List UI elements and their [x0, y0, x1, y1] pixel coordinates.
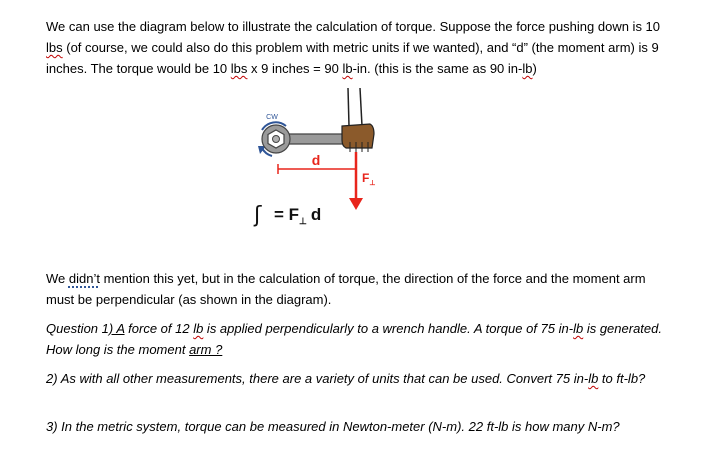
intro-text-1: We can use the diagram below to illustrate the calculation of torque. Suppose the force pushing down is 10 — [46, 19, 661, 34]
intro-lb: lb — [342, 61, 353, 76]
cw-label: CW — [266, 114, 278, 121]
formula: = $F_\perp$ d — [274, 205, 322, 226]
intro-text-5: ) — [532, 61, 537, 76]
note-text-2: mention this yet, but in the calculation of torque, the direction of the force and the moment arm must be perpendicular (as shown in the diagram). — [46, 271, 646, 307]
q2-text-1: 2) As with all other measurements, there are a variety of units that can be used. Convert 75 in- — [46, 371, 589, 386]
intro-paragraph — [46, 16, 674, 79]
question-2 — [46, 368, 674, 389]
torque-symbol: ʃ — [254, 203, 262, 228]
note-text-1: We — [46, 271, 69, 286]
q1-lb-2: lb — [573, 321, 584, 336]
question-1 — [46, 318, 674, 360]
arm-line-left — [348, 88, 349, 126]
intro-text-4: -in. (this is the same as 90 in- — [352, 61, 523, 76]
torque-diagram — [250, 86, 390, 236]
bolt-center — [273, 136, 280, 143]
q1-underlined: ) A — [108, 321, 125, 336]
intro-lbs-2: lbs — [230, 61, 248, 76]
note-paragraph — [46, 268, 674, 310]
q1-arm: arm ? — [189, 342, 223, 357]
q1-prefix: Question 1 — [46, 321, 109, 336]
intro-lbs-1: lbs — [46, 40, 63, 55]
intro-text-3: x 9 inches = 90 — [247, 61, 343, 76]
q1-text-3: is generated. How long is the moment — [46, 321, 662, 357]
intro-lb-end: lb — [522, 61, 533, 76]
d-label: d — [311, 152, 321, 168]
q1-lb: lb — [193, 321, 204, 336]
arm-line-right — [360, 88, 362, 126]
question-3: 3) In the metric system, torque can be measured in Newton-meter (N-m). 22 ft-lb is how many N-m? — [46, 419, 620, 434]
force-arrowhead — [349, 198, 363, 210]
force-label: $F_\perp$ — [362, 171, 376, 187]
note-didnt: didn’t — [68, 271, 100, 286]
q1-text-2: is applied perpendicularly to a wrench handle. A torque of 75 in- — [203, 321, 574, 336]
q2-lb: lb — [588, 371, 599, 386]
q2-text-2: to ft-lb? — [598, 371, 646, 386]
q1-text-1: force of 12 — [124, 321, 194, 336]
intro-text-2: (of course, we could also do this problem with metric units if we wanted), and “d” (the moment arm) is 9 inches. The torque would be 10 — [46, 40, 659, 76]
hand-icon — [342, 124, 374, 148]
